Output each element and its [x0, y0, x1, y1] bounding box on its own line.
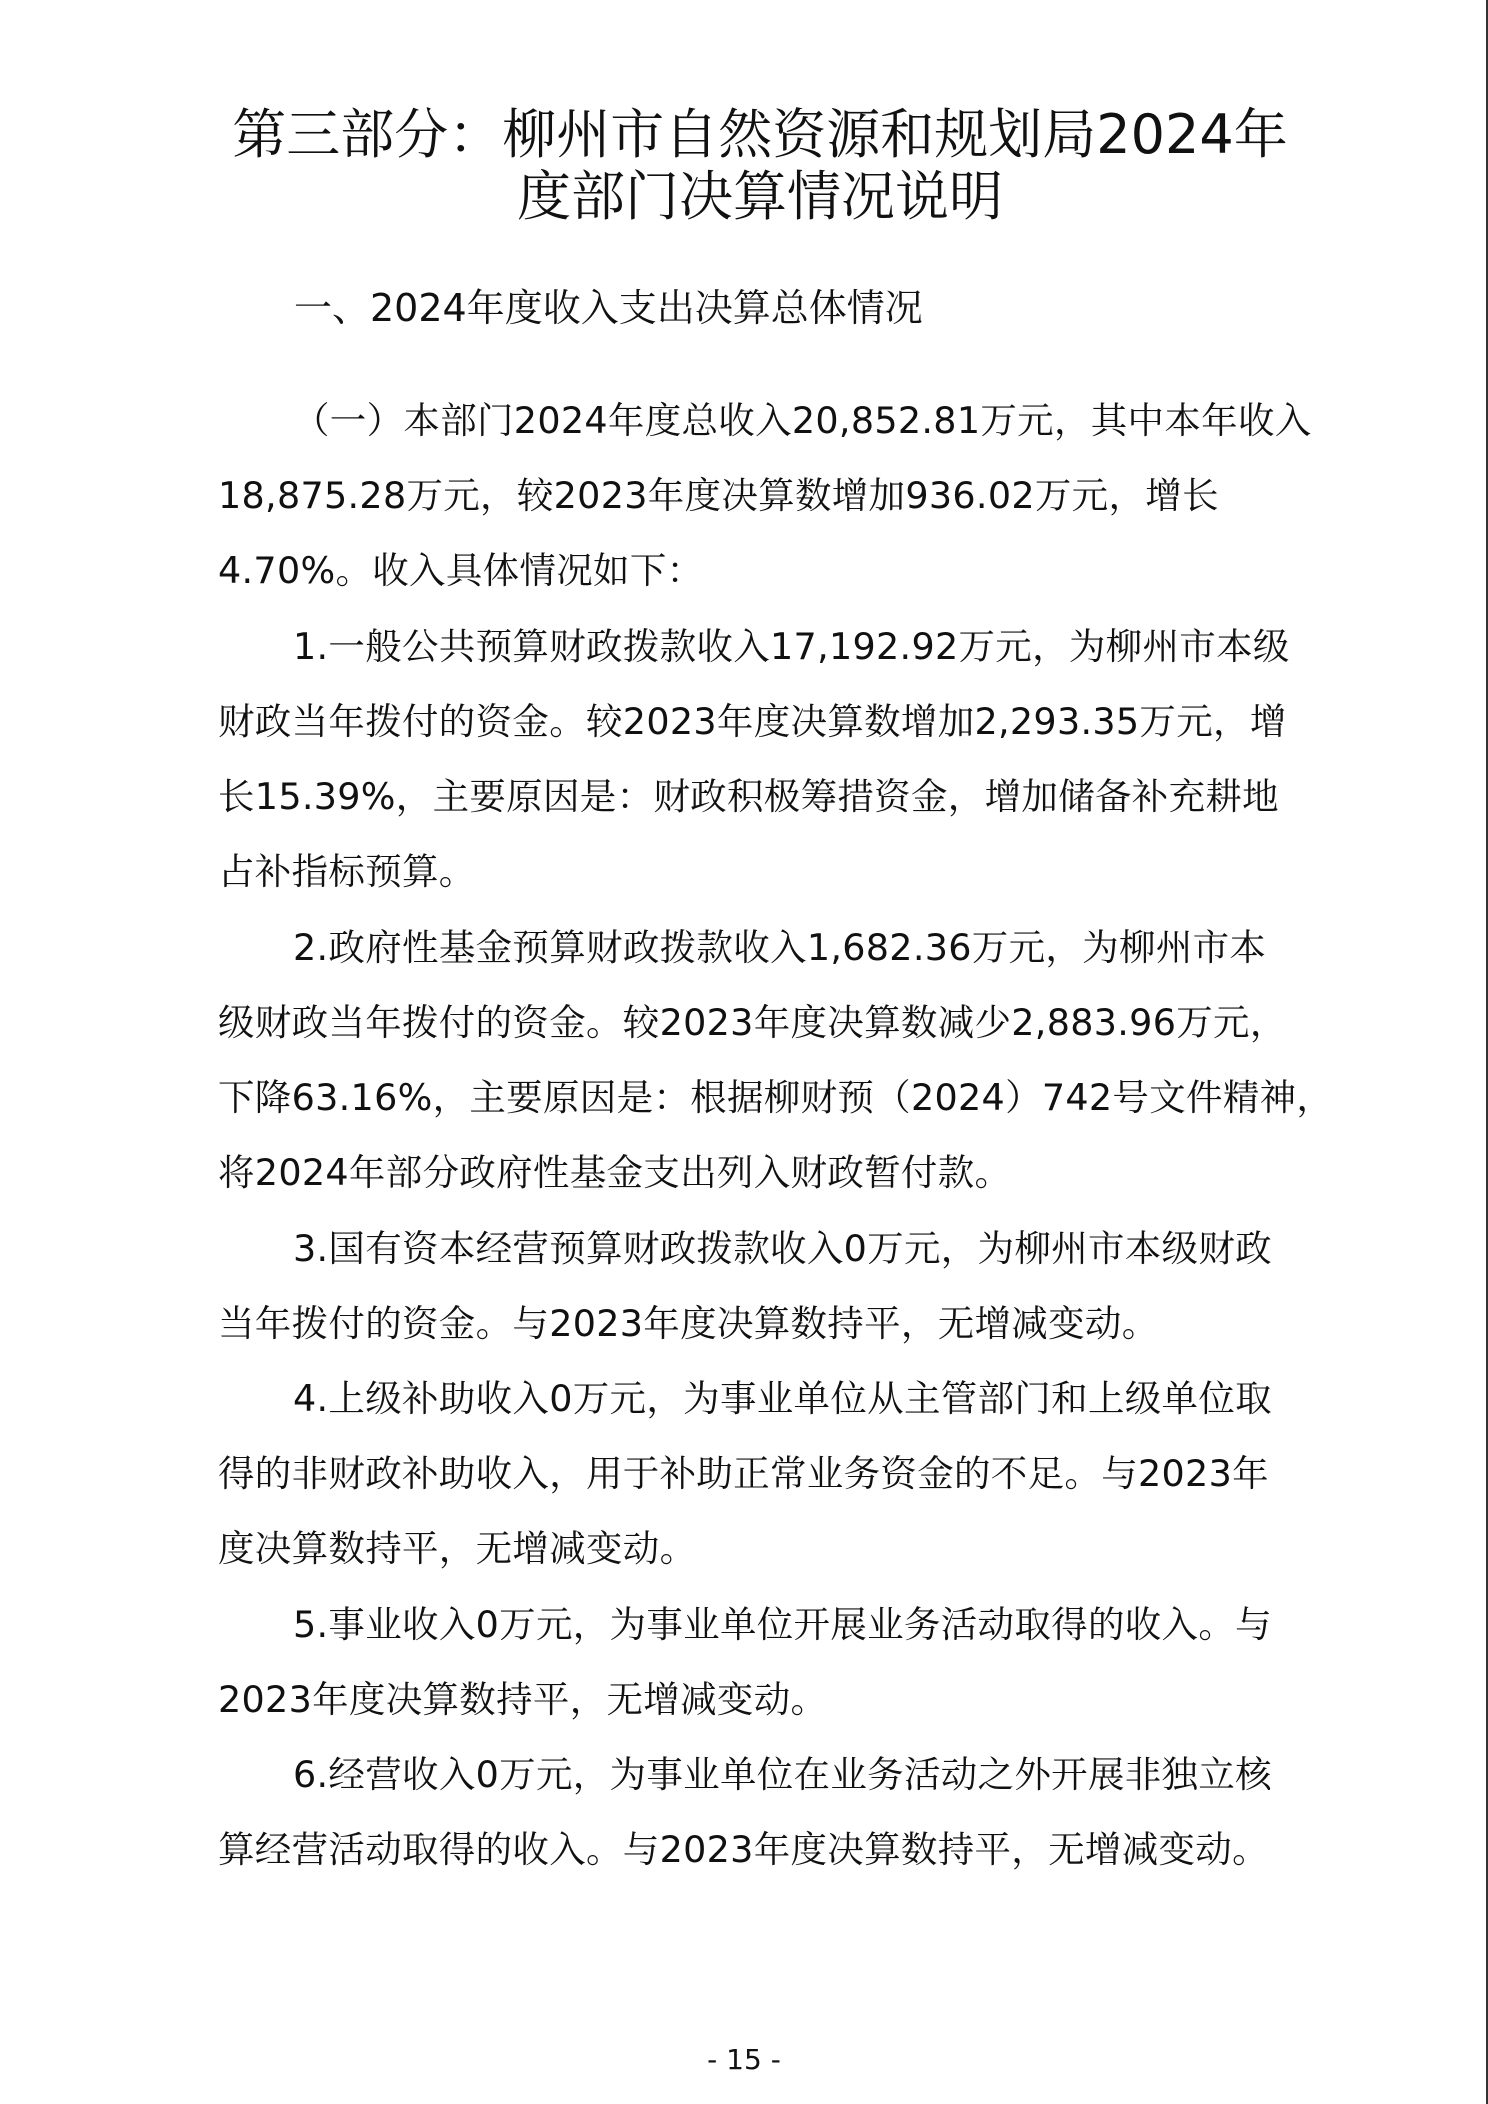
text-line: 4.上级补助收入0万元，为事业单位从主管部门和上级单位取 [293, 1377, 1272, 1420]
title-line: 度部门决算情况说明 [517, 165, 1003, 228]
paragraph-superior-subsidy-income [218, 1361, 1288, 1586]
text-line: 占补指标预算。 [218, 850, 476, 893]
text-line: 长15.39%，主要原因是：财政积极筹措资金，增加储备补充耕地 [218, 775, 1279, 818]
text-line: 度决算数持平，无增减变动。 [218, 1527, 697, 1570]
paragraph-state-capital-income [218, 1211, 1288, 1361]
text-line: 2.政府性基金预算财政拨款收入1,682.36万元，为柳州市本 [293, 926, 1267, 969]
text-line: 将2024年部分政府性基金支出列入财政暂付款。 [218, 1151, 1012, 1194]
paragraph-operating-income [218, 1737, 1288, 1887]
paragraph-government-fund-income [218, 910, 1334, 1210]
text-line: 3.国有资本经营预算财政拨款收入0万元，为柳州市本级财政 [293, 1227, 1272, 1270]
text-line: 财政当年拨付的资金。较2023年度决算数增加2,293.35万元，增 [218, 700, 1287, 743]
section-heading: 一、2024年度收入支出决算总体情况 [294, 286, 923, 330]
title-line: 第三部分：柳州市自然资源和规划局2024年 [232, 103, 1288, 166]
document-title [160, 104, 1360, 228]
text-line: 1.一般公共预算财政拨款收入17,192.92万元，为柳州市本级 [293, 625, 1290, 668]
text-line: 6.经营收入0万元，为事业单位在业务活动之外开展非独立核 [293, 1753, 1272, 1796]
paragraph-business-income [218, 1587, 1288, 1737]
text-line: 4.70%。收入具体情况如下： [218, 549, 704, 592]
text-line: 当年拨付的资金。与2023年度决算数持平，无增减变动。 [218, 1302, 1159, 1345]
paragraph-total-income [218, 383, 1312, 608]
text-line: 算经营活动取得的收入。与2023年度决算数持平，无增减变动。 [218, 1828, 1269, 1871]
text-line: 下降63.16%，主要原因是：根据柳财预（2024）742号文件精神， [218, 1076, 1334, 1119]
paragraph-general-budget-income [218, 609, 1288, 909]
text-line: 得的非财政补助收入，用于补助正常业务资金的不足。与2023年 [218, 1452, 1269, 1495]
text-line: 2023年度决算数持平，无增减变动。 [218, 1678, 828, 1721]
page-number: - 15 - [707, 2043, 781, 2076]
text-line: 级财政当年拨付的资金。较2023年度决算数减少2,883.96万元， [218, 1001, 1287, 1044]
text-line: 5.事业收入0万元，为事业单位开展业务活动取得的收入。与 [293, 1603, 1272, 1646]
text-line: （一）本部门2024年度总收入20,852.81万元，其中本年收入 [293, 399, 1312, 442]
text-line: 18,875.28万元，较2023年度决算数增加936.02万元，增长 [218, 474, 1219, 517]
